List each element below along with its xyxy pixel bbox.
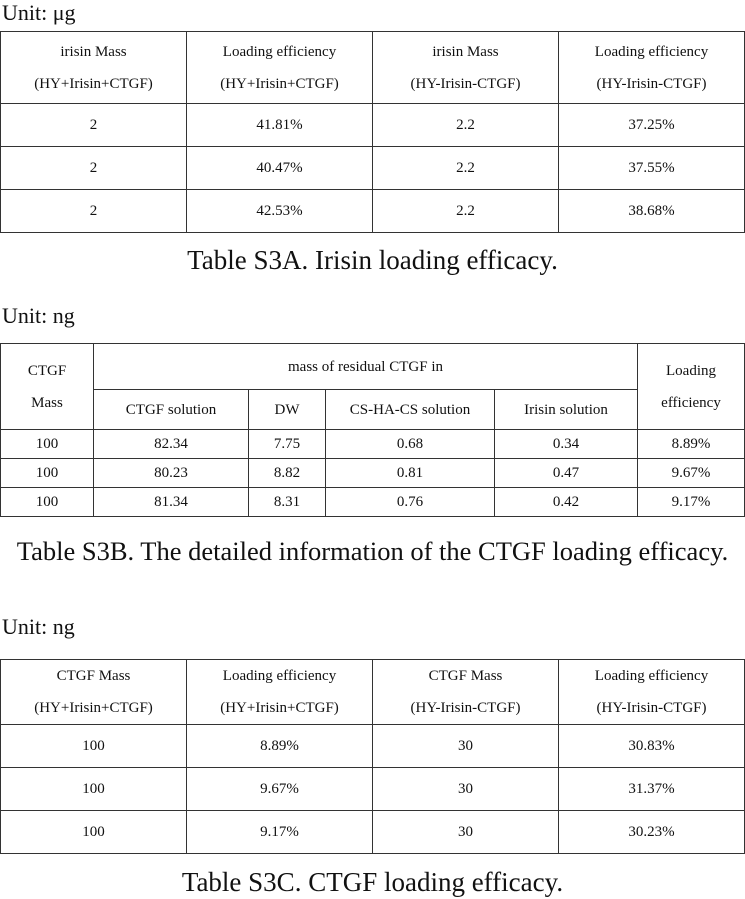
table-cell: 100: [1, 488, 94, 517]
table-subheader-row: [1, 390, 745, 430]
header-cell: irisin Mass (HY-Irisin-CTGF): [373, 32, 559, 104]
table-row: [1, 725, 745, 768]
header-cell: irisin Mass (HY+Irisin+CTGF): [1, 32, 187, 104]
table-cell: 38.68%: [559, 190, 745, 233]
header-cell: Loading efficiency (HY-Irisin-CTGF): [559, 32, 745, 104]
table-cell: 100: [1, 811, 187, 854]
table-row: [1, 104, 745, 147]
table-s3b: [0, 343, 745, 517]
table-cell: 8.89%: [187, 725, 373, 768]
table-header-row: [1, 344, 745, 390]
table-cell: 8.31: [249, 488, 326, 517]
header-cell: Loading efficiency (HY+Irisin+CTGF): [187, 32, 373, 104]
table-s3a: [0, 31, 745, 233]
table-row: [1, 147, 745, 190]
subheader-cell: DW: [249, 390, 326, 430]
table-cell: 2.2: [373, 104, 559, 147]
table-cell: 82.34: [94, 430, 249, 459]
table-row: [1, 488, 745, 517]
table-caption-b: Table S3B. The detailed information of the CTGF loading efficacy.: [16, 536, 729, 566]
table-cell: 2: [1, 104, 187, 147]
table-row: [1, 430, 745, 459]
table-cell: 2: [1, 190, 187, 233]
table-cell: 8.82: [249, 459, 326, 488]
table-caption-a: Table S3A. Irisin loading efficacy.: [187, 245, 558, 275]
unit-label-b: Unit: ng: [2, 303, 75, 328]
table-cell: 100: [1, 430, 94, 459]
table-cell: 9.17%: [187, 811, 373, 854]
table-cell: 42.53%: [187, 190, 373, 233]
subheader-cell: Irisin solution: [495, 390, 638, 430]
header-cell: CTGF Mass (HY+Irisin+CTGF): [1, 660, 187, 725]
table-cell: 37.25%: [559, 104, 745, 147]
table-cell: 8.89%: [638, 430, 745, 459]
table-cell: 30: [373, 725, 559, 768]
unit-label-c: Unit: ng: [2, 614, 75, 639]
table-cell: 0.76: [326, 488, 495, 517]
table-cell: 100: [1, 768, 187, 811]
table-cell: 0.42: [495, 488, 638, 517]
table-cell: 40.47%: [187, 147, 373, 190]
table-header-row: [1, 32, 745, 104]
table-row: [1, 459, 745, 488]
table-cell: 41.81%: [187, 104, 373, 147]
table-cell: 31.37%: [559, 768, 745, 811]
table-cell: 100: [1, 725, 187, 768]
table-header-row: [1, 660, 745, 725]
table-cell: 30.23%: [559, 811, 745, 854]
table-s3c: [0, 659, 745, 854]
table-cell: 37.55%: [559, 147, 745, 190]
table-cell: 9.17%: [638, 488, 745, 517]
table-cell: 2.2: [373, 190, 559, 233]
table-cell: 2: [1, 147, 187, 190]
subheader-cell: CTGF solution: [94, 390, 249, 430]
table-cell: 7.75: [249, 430, 326, 459]
table-cell: 2.2: [373, 147, 559, 190]
table-caption-c: Table S3C. CTGF loading efficacy.: [181, 867, 564, 897]
table-cell: 0.81: [326, 459, 495, 488]
table-cell: 30.83%: [559, 725, 745, 768]
table-cell: 0.34: [495, 430, 638, 459]
table-cell: 30: [373, 811, 559, 854]
table-row: [1, 768, 745, 811]
table-cell: 81.34: [94, 488, 249, 517]
table-cell: 100: [1, 459, 94, 488]
table-cell: 9.67%: [638, 459, 745, 488]
table-cell: 9.67%: [187, 768, 373, 811]
unit-label-a: Unit: μg: [2, 0, 76, 25]
header-cell-ctgf-mass: CTGF Mass: [1, 344, 94, 430]
table-cell: 30: [373, 768, 559, 811]
table-row: [1, 811, 745, 854]
table-cell: 0.68: [326, 430, 495, 459]
subheader-cell: CS-HA-CS solution: [326, 390, 495, 430]
header-cell: Loading efficiency (HY+Irisin+CTGF): [187, 660, 373, 725]
table-cell: 0.47: [495, 459, 638, 488]
header-cell-residual-group: mass of residual CTGF in: [94, 344, 638, 390]
table-row: [1, 190, 745, 233]
header-cell: CTGF Mass (HY-Irisin-CTGF): [373, 660, 559, 725]
header-cell: Loading efficiency (HY-Irisin-CTGF): [559, 660, 745, 725]
header-cell-loading-efficiency: Loading efficiency: [638, 344, 745, 430]
table-cell: 80.23: [94, 459, 249, 488]
